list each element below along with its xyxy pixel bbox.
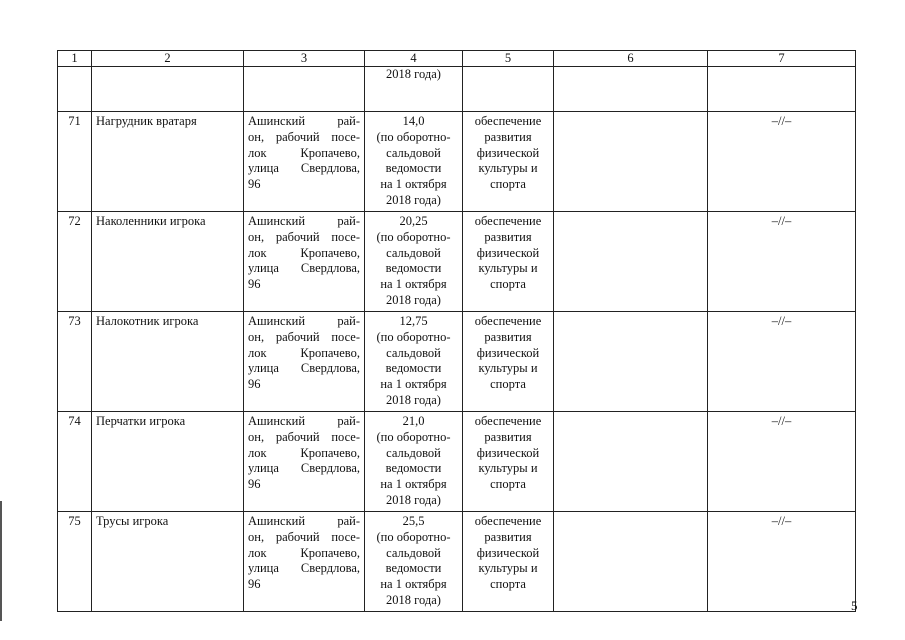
- item-ditto-mark: –//–: [708, 112, 856, 212]
- purpose-line: развития: [484, 429, 532, 444]
- address-line: улица Свердлова,: [248, 561, 360, 576]
- item-ditto-mark: –//–: [708, 312, 856, 412]
- address-line: Ашинский рай-: [248, 114, 360, 128]
- purpose-line: культуры и: [478, 361, 538, 376]
- item-purpose: [463, 512, 554, 612]
- item-ditto-mark: –//–: [708, 412, 856, 512]
- item-col6: [554, 312, 708, 412]
- quantity-line: ведомости: [385, 461, 442, 476]
- quantity-line: (по оборотно-: [376, 529, 451, 544]
- row-number: 72: [58, 212, 92, 312]
- quantity-line: на 1 октября: [380, 277, 447, 292]
- purpose-line: обеспечение: [474, 114, 542, 128]
- purpose-line: спорта: [490, 477, 526, 492]
- item-address: [244, 112, 365, 212]
- address-line: лок Кропачево,: [248, 545, 360, 560]
- quantity-line: 2018 года): [386, 392, 441, 407]
- address-line: он, рабочий посе-: [248, 229, 360, 244]
- quantity-line: 2018 года): [386, 292, 441, 307]
- quantity-line: ведомости: [385, 161, 442, 176]
- quantity-line: 2018 года): [386, 592, 441, 607]
- row-number: 75: [58, 512, 92, 612]
- quantity-line: сальдовой: [386, 145, 441, 160]
- purpose-line: обеспечение: [474, 414, 542, 428]
- address-line: Ашинский рай-: [248, 214, 360, 228]
- header-col-3: 3: [244, 51, 365, 67]
- item-col6: [554, 112, 708, 212]
- purpose-line: физической: [476, 345, 540, 360]
- purpose-line: спорта: [490, 577, 526, 592]
- header-row: [58, 51, 856, 67]
- item-purpose: [463, 412, 554, 512]
- cont-col6-cell: [554, 67, 708, 112]
- purpose-line: культуры и: [478, 261, 538, 276]
- quantity-line: (по оборотно-: [376, 429, 451, 444]
- address-line: он, рабочий посе-: [248, 429, 360, 444]
- cont-name-cell: [92, 67, 244, 112]
- continuation-row: [58, 67, 856, 112]
- purpose-line: культуры и: [478, 561, 538, 576]
- address-line: лок Кропачево,: [248, 145, 360, 160]
- quantity-line: ведомости: [385, 561, 442, 576]
- quantity-line: ведомости: [385, 361, 442, 376]
- quantity-line: на 1 октября: [380, 577, 447, 592]
- item-purpose: [463, 112, 554, 212]
- item-address: [244, 412, 365, 512]
- address-line: 96: [248, 577, 261, 592]
- purpose-line: физической: [476, 145, 540, 160]
- address-line: лок Кропачево,: [248, 445, 360, 460]
- item-name: Наколенники игрока: [92, 212, 244, 312]
- quantity-line: (по оборотно-: [376, 329, 451, 344]
- purpose-line: культуры и: [478, 461, 538, 476]
- page-number: 5: [851, 598, 858, 613]
- cont-qty-cell: 2018 года): [365, 67, 463, 112]
- address-line: улица Свердлова,: [248, 461, 360, 476]
- item-ditto-mark: –//–: [708, 512, 856, 612]
- purpose-line: физической: [476, 445, 540, 460]
- item-col6: [554, 512, 708, 612]
- address-line: улица Свердлова,: [248, 361, 360, 376]
- item-quantity: [365, 512, 463, 612]
- purpose-line: развития: [484, 329, 532, 344]
- item-name: Нагрудник вратаря: [92, 112, 244, 212]
- purpose-line: физической: [476, 545, 540, 560]
- quantity-line: ведомости: [385, 261, 442, 276]
- property-table: [57, 50, 856, 612]
- header-col-4: 4: [365, 51, 463, 67]
- item-name: Налокотник игрока: [92, 312, 244, 412]
- purpose-line: физической: [476, 245, 540, 260]
- quantity-line: на 1 октября: [380, 177, 447, 192]
- quantity-line: 20,25: [399, 214, 428, 228]
- table-row: [58, 412, 856, 512]
- quantity-line: сальдовой: [386, 245, 441, 260]
- quantity-line: 21,0: [402, 414, 425, 428]
- item-name: Перчатки игрока: [92, 412, 244, 512]
- header-col-6: 6: [554, 51, 708, 67]
- address-line: лок Кропачево,: [248, 345, 360, 360]
- table-row: [58, 312, 856, 412]
- item-name: Трусы игрока: [92, 512, 244, 612]
- item-ditto-mark: –//–: [708, 212, 856, 312]
- header-col-5: 5: [463, 51, 554, 67]
- quantity-line: сальдовой: [386, 445, 441, 460]
- quantity-line: (по оборотно-: [376, 229, 451, 244]
- header-col-1: 1: [58, 51, 92, 67]
- purpose-line: развития: [484, 229, 532, 244]
- purpose-line: спорта: [490, 377, 526, 392]
- address-line: улица Свердлова,: [248, 161, 360, 176]
- address-line: Ашинский рай-: [248, 314, 360, 328]
- quantity-line: (по оборотно-: [376, 129, 451, 144]
- purpose-line: обеспечение: [474, 314, 542, 328]
- address-line: он, рабочий посе-: [248, 529, 360, 544]
- address-line: Ашинский рай-: [248, 514, 360, 528]
- cont-purpose-cell: [463, 67, 554, 112]
- quantity-line: 2018 года): [386, 192, 441, 207]
- item-col6: [554, 412, 708, 512]
- address-line: 96: [248, 177, 261, 192]
- item-quantity: [365, 412, 463, 512]
- address-line: он, рабочий посе-: [248, 329, 360, 344]
- address-line: 96: [248, 377, 261, 392]
- quantity-line: 14,0: [402, 114, 425, 128]
- item-quantity: [365, 112, 463, 212]
- address-line: улица Свердлова,: [248, 261, 360, 276]
- item-purpose: [463, 212, 554, 312]
- address-line: Ашинский рай-: [248, 414, 360, 428]
- table-row: [58, 112, 856, 212]
- item-purpose: [463, 312, 554, 412]
- purpose-line: спорта: [490, 277, 526, 292]
- cont-addr-cell: [244, 67, 365, 112]
- quantity-line: 2018 года): [386, 492, 441, 507]
- table-row: [58, 512, 856, 612]
- purpose-line: развития: [484, 529, 532, 544]
- purpose-line: культуры и: [478, 161, 538, 176]
- cont-col7-cell: [708, 67, 856, 112]
- address-line: 96: [248, 277, 261, 292]
- item-quantity: [365, 312, 463, 412]
- address-line: 96: [248, 477, 261, 492]
- row-number: 71: [58, 112, 92, 212]
- quantity-line: 12,75: [399, 314, 428, 328]
- purpose-line: спорта: [490, 177, 526, 192]
- quantity-line: на 1 октября: [380, 377, 447, 392]
- quantity-line: 25,5: [402, 514, 425, 528]
- row-number: 74: [58, 412, 92, 512]
- item-col6: [554, 212, 708, 312]
- address-line: он, рабочий посе-: [248, 129, 360, 144]
- header-col-7: 7: [708, 51, 856, 67]
- row-number: 73: [58, 312, 92, 412]
- purpose-line: обеспечение: [474, 514, 542, 528]
- scan-margin-line: [0, 501, 2, 621]
- purpose-line: обеспечение: [474, 214, 542, 228]
- item-address: [244, 212, 365, 312]
- quantity-line: сальдовой: [386, 345, 441, 360]
- table-row: [58, 212, 856, 312]
- quantity-line: сальдовой: [386, 545, 441, 560]
- cont-num-cell: [58, 67, 92, 112]
- header-col-2: 2: [92, 51, 244, 67]
- quantity-line: на 1 октября: [380, 477, 447, 492]
- purpose-line: развития: [484, 129, 532, 144]
- item-address: [244, 312, 365, 412]
- item-quantity: [365, 212, 463, 312]
- address-line: лок Кропачево,: [248, 245, 360, 260]
- item-address: [244, 512, 365, 612]
